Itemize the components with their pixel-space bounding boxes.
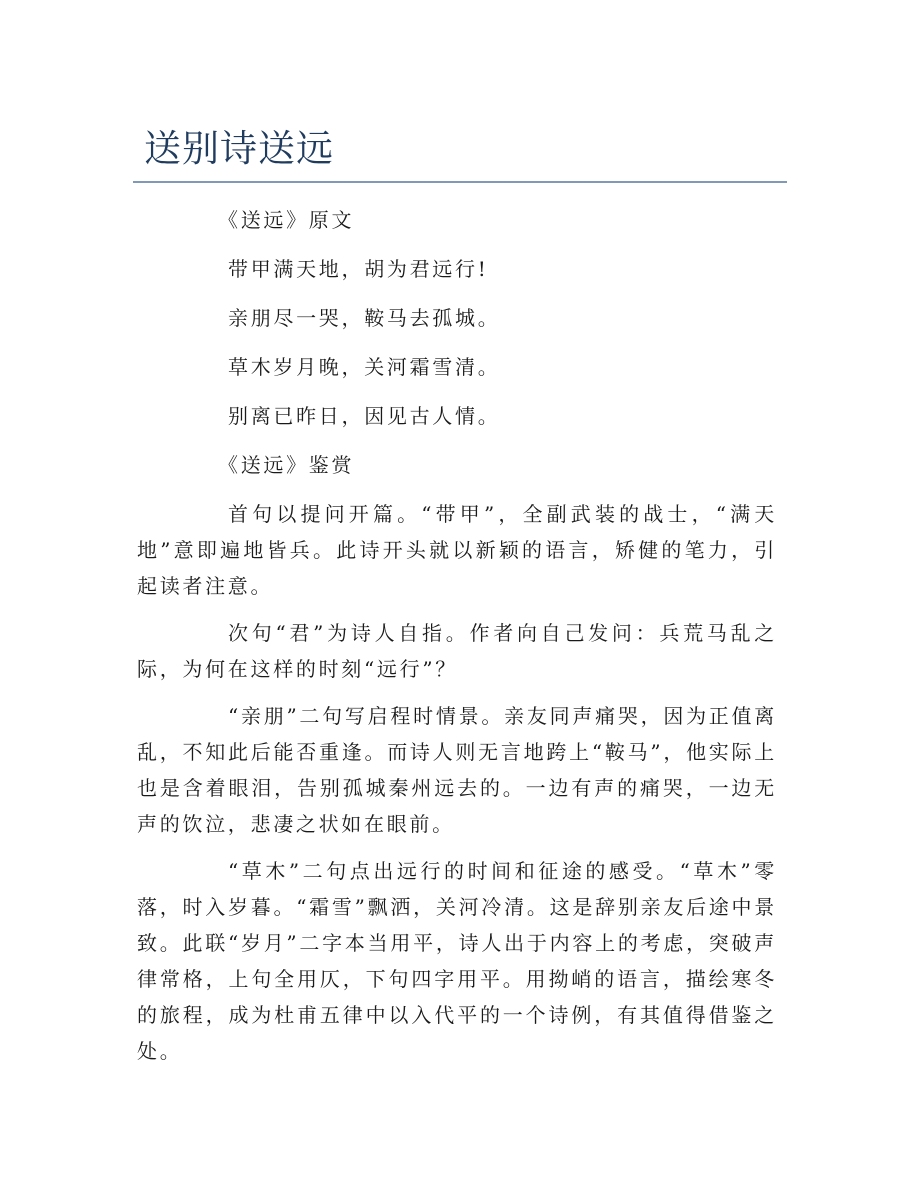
title-divider <box>133 181 787 183</box>
appreciation-paragraph: “草木”二句点出远行的时间和征途的感受。“草木”零落，时入岁暮。“霜雪”飘洒，关河冷清。这是辞别亲友后途中景致。此联“岁月”二字本当用平，诗人出于内容上的考虑，突破声律常格，上句全用仄，下句四字用平。用拗峭的语言，描绘寒冬的旅程，成为杜甫五律中以入代平的一个诗例，有其值得借鉴之处。 <box>137 859 777 1063</box>
appreciation-paragraph: “亲朋”二句写启程时情景。亲友同声痛哭，因为正值离乱，不知此后能否重逢。而诗人则无言地跨上“鞍马”，他实际上也是含着眼泪，告别孤城秦州远去的。一边有声的痛哭，一边无声的饮泣，悲凄之状如在眼前。 <box>137 704 777 836</box>
poem-line: 带甲满天地，胡为君远行! <box>228 257 489 281</box>
appreciation-paragraph: 首句以提问开篇。“带甲”，全副武装的战士，“满天地”意即遍地皆兵。此诗开头就以新颖的语言，矫健的笔力，引起读者注意。 <box>137 502 777 598</box>
poem-line: 亲朋尽一哭，鞍马去孤城。 <box>228 306 501 330</box>
poem-line: 别离已昨日，因见古人情。 <box>228 404 501 428</box>
appreciation-paragraph: 次句“君”为诗人自指。作者向自己发问：兵荒马乱之际，为何在这样的时刻“远行”？ <box>137 621 777 681</box>
original-text-heading: 《送远》原文 <box>218 208 355 232</box>
document-title: 送别诗送远 <box>144 127 334 170</box>
appreciation-heading: 《送远》鉴赏 <box>218 453 355 477</box>
document-body <box>137 202 777 1080</box>
poem-line: 草木岁月晚，关河霜雪清。 <box>228 355 501 379</box>
